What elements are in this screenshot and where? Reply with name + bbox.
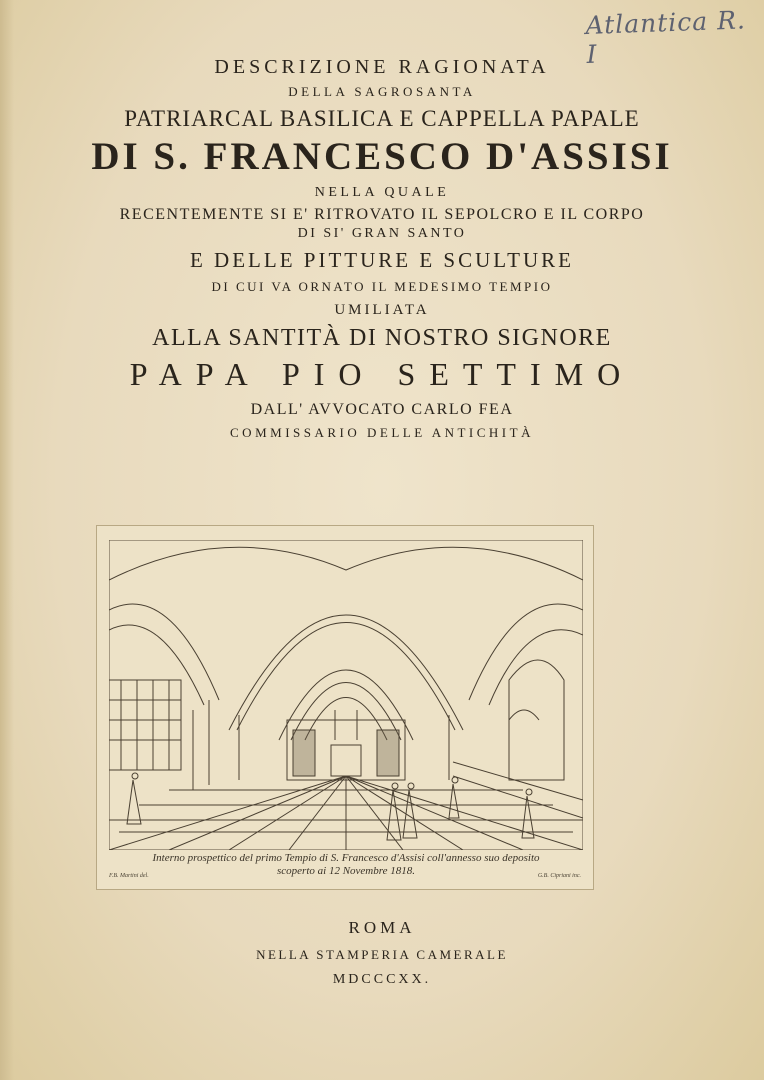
basilica-interior-engraving (109, 540, 583, 850)
imprint-block (0, 918, 764, 988)
plate-credit-engraver: G.B. Cipriani inc. (537, 873, 581, 879)
title-main: DI S. FRANCESCO D'ASSISI (91, 135, 673, 178)
plate-caption-line-1: Interno prospettico del primo Tempio di S. Francesco d'Assisi coll'annesso suo deposito (152, 852, 540, 864)
title-line-8: E DELLE PITTURE E SCULTURE (189, 248, 575, 272)
author-line: DALL' AVVOCATO CARLO FEA (250, 401, 514, 418)
title-line-9: DI CUI VA ORNATO IL MEDESIMO TEMPIO (211, 279, 553, 294)
plate-caption (97, 852, 595, 878)
title-line-11: ALLA SANTITÀ DI NOSTRO SIGNORE (152, 325, 612, 351)
dedicatee-name: PAPA PIO SETTIMO (129, 356, 635, 392)
title-line-7: DI SI' GRAN SANTO (297, 226, 467, 241)
title-line-6: RECENTEMENTE SI E' RITROVATO IL SEPOLCRO E IL CORPO (119, 206, 645, 223)
imprint-year: MDCCCXX. (332, 972, 432, 987)
imprint-printer: NELLA STAMPERIA CAMERALE (256, 947, 508, 962)
author-title: COMMISSARIO DELLE ANTICHITÀ (230, 425, 534, 440)
title-block (0, 52, 764, 441)
title-line-2: DELLA SAGROSANTA (288, 84, 476, 99)
imprint-city: ROMA (348, 918, 416, 937)
engraving-plate (96, 525, 594, 890)
plate-credit-draughtsman: F.B. Martini del. (109, 873, 149, 879)
title-line-1: DESCRIZIONE RAGIONATA (214, 56, 550, 78)
handwritten-shelfmark: Atlantica R. I (585, 5, 747, 69)
plate-caption-line-2: scoperto ai 12 Novembre 1818. (277, 865, 415, 877)
title-line-5: NELLA QUALE (314, 185, 450, 200)
title-line-10: UMILIATA (334, 302, 430, 318)
title-line-3: PATRIARCAL BASILICA E CAPPELLA PAPALE (124, 106, 640, 131)
